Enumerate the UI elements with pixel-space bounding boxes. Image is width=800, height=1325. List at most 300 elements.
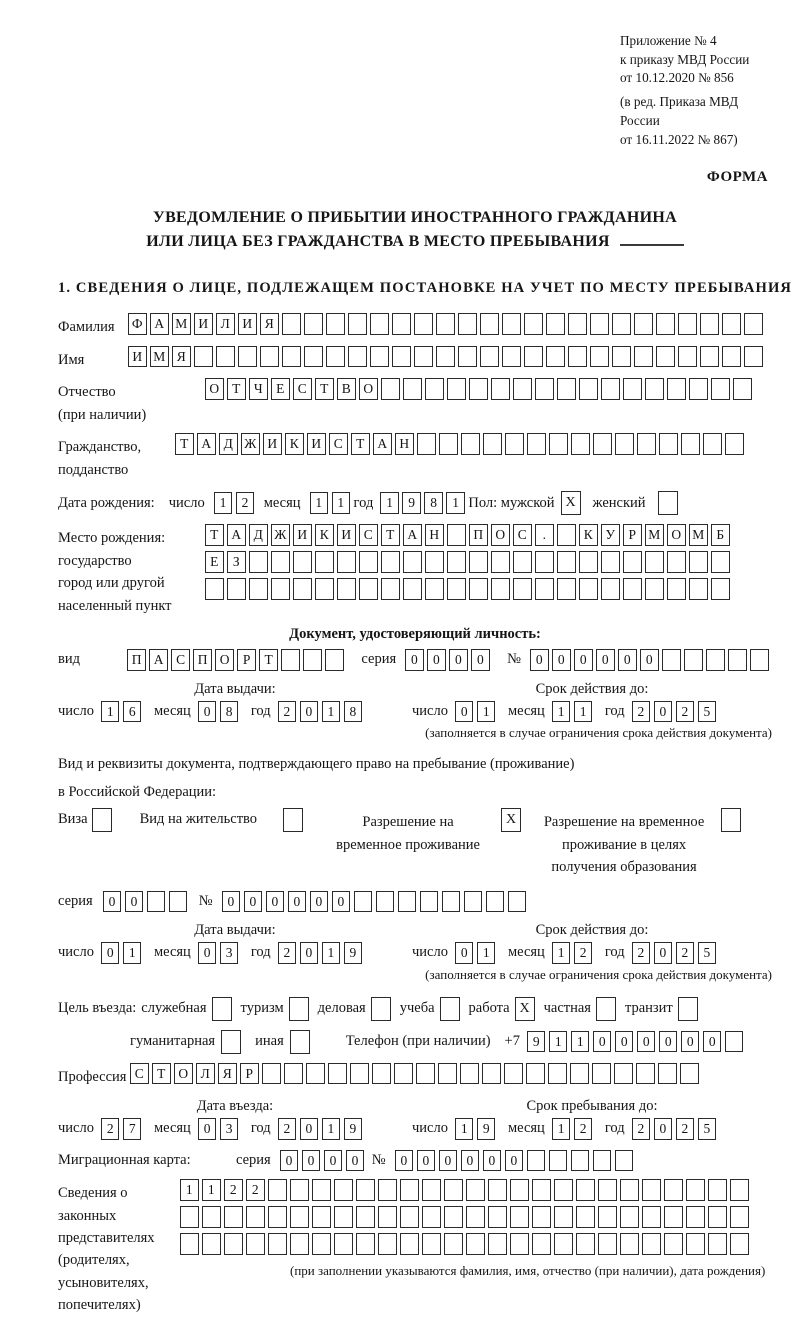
char-cell[interactable]: 0 [222, 891, 241, 913]
char-cell[interactable] [689, 578, 708, 600]
char-cell[interactable]: 9 [344, 942, 363, 964]
char-cell[interactable]: 0 [654, 942, 673, 964]
char-cell[interactable]: 1 [332, 492, 351, 514]
char-cell[interactable] [328, 1063, 347, 1085]
char-cell[interactable]: Д [249, 524, 268, 546]
char-cell[interactable] [403, 378, 422, 400]
char-cell[interactable]: И [238, 313, 257, 335]
char-cell[interactable] [680, 1063, 699, 1085]
char-cell[interactable]: 1 [322, 701, 341, 723]
char-cell[interactable] [612, 313, 631, 335]
char-cell[interactable] [706, 649, 725, 671]
char-cell[interactable]: 1 [380, 492, 399, 514]
char-cell[interactable]: Е [205, 551, 224, 573]
char-cell[interactable]: 1 [455, 1118, 474, 1140]
char-cell[interactable] [216, 346, 235, 368]
char-cell[interactable]: И [337, 524, 356, 546]
char-cell[interactable]: 2 [101, 1118, 120, 1140]
char-cell[interactable] [557, 524, 576, 546]
char-cell[interactable]: Ч [249, 378, 268, 400]
char-cell[interactable] [304, 313, 323, 335]
char-cell[interactable] [282, 346, 301, 368]
char-cell[interactable]: 0 [596, 649, 615, 671]
char-cell[interactable] [642, 1233, 661, 1255]
char-cell[interactable] [464, 891, 483, 913]
char-cell[interactable]: 9 [527, 1031, 546, 1053]
char-cell[interactable]: . [535, 524, 554, 546]
char-cell[interactable]: 1 [574, 701, 593, 723]
char-cell[interactable]: 5 [698, 942, 717, 964]
char-cell[interactable]: 3 [220, 1118, 239, 1140]
char-cell[interactable]: 0 [300, 942, 319, 964]
char-cell[interactable] [615, 433, 634, 455]
char-cell[interactable]: И [128, 346, 147, 368]
char-cell[interactable] [508, 891, 527, 913]
char-cell[interactable]: К [579, 524, 598, 546]
char-cell[interactable] [400, 1233, 419, 1255]
char-cell[interactable] [645, 551, 664, 573]
char-cell[interactable] [381, 578, 400, 600]
char-cell[interactable]: 0 [654, 701, 673, 723]
char-cell[interactable]: 2 [632, 701, 651, 723]
char-cell[interactable]: 1 [202, 1179, 221, 1201]
char-cell[interactable] [601, 578, 620, 600]
char-cell[interactable] [686, 1206, 705, 1228]
char-cell[interactable] [293, 551, 312, 573]
char-cell[interactable] [202, 1233, 221, 1255]
char-cell[interactable]: 1 [310, 492, 329, 514]
char-cell[interactable]: П [127, 649, 146, 671]
char-cell[interactable] [422, 1233, 441, 1255]
char-cell[interactable]: А [403, 524, 422, 546]
char-cell[interactable] [491, 378, 510, 400]
char-cell[interactable] [700, 346, 719, 368]
char-cell[interactable] [359, 551, 378, 573]
purpose-official-checkbox[interactable] [212, 997, 232, 1021]
char-cell[interactable]: 0 [703, 1031, 722, 1053]
char-cell[interactable] [532, 1206, 551, 1228]
char-cell[interactable] [180, 1206, 199, 1228]
char-cell[interactable] [535, 578, 554, 600]
char-cell[interactable] [246, 1233, 265, 1255]
char-cell[interactable]: 0 [101, 942, 120, 964]
char-cell[interactable] [703, 433, 722, 455]
char-cell[interactable]: С [513, 524, 532, 546]
char-cell[interactable]: 1 [552, 1118, 571, 1140]
char-cell[interactable]: 0 [640, 649, 659, 671]
char-cell[interactable]: 0 [574, 649, 593, 671]
char-cell[interactable] [686, 1233, 705, 1255]
char-cell[interactable] [348, 313, 367, 335]
char-cell[interactable]: А [227, 524, 246, 546]
char-cell[interactable] [359, 578, 378, 600]
char-cell[interactable] [579, 551, 598, 573]
purpose-transit-checkbox[interactable] [678, 997, 698, 1021]
char-cell[interactable] [593, 433, 612, 455]
char-cell[interactable] [378, 1206, 397, 1228]
char-cell[interactable] [570, 1063, 589, 1085]
char-cell[interactable]: 0 [300, 1118, 319, 1140]
char-cell[interactable] [486, 891, 505, 913]
char-cell[interactable]: А [150, 313, 169, 335]
char-cell[interactable] [548, 1063, 567, 1085]
char-cell[interactable] [524, 346, 543, 368]
char-cell[interactable]: 0 [332, 891, 351, 913]
char-cell[interactable] [394, 1063, 413, 1085]
char-cell[interactable] [469, 578, 488, 600]
char-cell[interactable] [194, 346, 213, 368]
char-cell[interactable] [356, 1206, 375, 1228]
char-cell[interactable] [458, 313, 477, 335]
char-cell[interactable]: 0 [637, 1031, 656, 1053]
char-cell[interactable] [325, 649, 344, 671]
char-cell[interactable] [356, 1179, 375, 1201]
char-cell[interactable] [482, 1063, 501, 1085]
char-cell[interactable] [378, 1233, 397, 1255]
char-cell[interactable] [447, 578, 466, 600]
char-cell[interactable] [378, 1179, 397, 1201]
char-cell[interactable]: 0 [427, 649, 446, 671]
char-cell[interactable] [557, 551, 576, 573]
char-cell[interactable]: 0 [681, 1031, 700, 1053]
char-cell[interactable]: 2 [676, 701, 695, 723]
char-cell[interactable]: С [130, 1063, 149, 1085]
char-cell[interactable] [488, 1179, 507, 1201]
char-cell[interactable]: О [667, 524, 686, 546]
char-cell[interactable] [744, 313, 763, 335]
char-cell[interactable] [147, 891, 166, 913]
char-cell[interactable]: С [171, 649, 190, 671]
char-cell[interactable] [656, 346, 675, 368]
char-cell[interactable] [532, 1179, 551, 1201]
char-cell[interactable] [576, 1233, 595, 1255]
char-cell[interactable] [730, 1206, 749, 1228]
char-cell[interactable]: Я [172, 346, 191, 368]
char-cell[interactable] [571, 1150, 590, 1172]
char-cell[interactable] [202, 1206, 221, 1228]
char-cell[interactable] [524, 313, 543, 335]
char-cell[interactable] [549, 433, 568, 455]
char-cell[interactable] [636, 1063, 655, 1085]
char-cell[interactable]: Я [218, 1063, 237, 1085]
char-cell[interactable] [645, 578, 664, 600]
char-cell[interactable] [436, 313, 455, 335]
char-cell[interactable] [461, 433, 480, 455]
purpose-other-checkbox[interactable] [290, 1030, 310, 1054]
char-cell[interactable]: 0 [455, 701, 474, 723]
char-cell[interactable]: 2 [224, 1179, 243, 1201]
char-cell[interactable]: 8 [344, 701, 363, 723]
char-cell[interactable]: П [193, 649, 212, 671]
char-cell[interactable] [708, 1179, 727, 1201]
char-cell[interactable] [728, 649, 747, 671]
char-cell[interactable] [403, 578, 422, 600]
char-cell[interactable] [642, 1206, 661, 1228]
char-cell[interactable] [271, 578, 290, 600]
education-permit-checkbox[interactable] [721, 808, 741, 832]
char-cell[interactable] [513, 378, 532, 400]
char-cell[interactable]: И [293, 524, 312, 546]
char-cell[interactable] [532, 1233, 551, 1255]
char-cell[interactable]: 0 [471, 649, 490, 671]
char-cell[interactable]: О [215, 649, 234, 671]
char-cell[interactable]: 1 [549, 1031, 568, 1053]
char-cell[interactable]: 2 [574, 942, 593, 964]
char-cell[interactable]: 9 [344, 1118, 363, 1140]
char-cell[interactable] [634, 346, 653, 368]
char-cell[interactable] [312, 1206, 331, 1228]
char-cell[interactable] [667, 551, 686, 573]
char-cell[interactable] [662, 649, 681, 671]
char-cell[interactable] [598, 1206, 617, 1228]
char-cell[interactable] [442, 891, 461, 913]
char-cell[interactable] [634, 313, 653, 335]
char-cell[interactable]: А [373, 433, 392, 455]
char-cell[interactable]: И [194, 313, 213, 335]
char-cell[interactable]: Ж [271, 524, 290, 546]
char-cell[interactable]: 0 [198, 942, 217, 964]
char-cell[interactable]: 2 [676, 942, 695, 964]
char-cell[interactable] [381, 551, 400, 573]
char-cell[interactable]: 1 [552, 942, 571, 964]
char-cell[interactable] [689, 551, 708, 573]
char-cell[interactable] [557, 378, 576, 400]
char-cell[interactable]: Р [240, 1063, 259, 1085]
char-cell[interactable] [444, 1233, 463, 1255]
char-cell[interactable] [708, 1206, 727, 1228]
char-cell[interactable] [249, 578, 268, 600]
char-cell[interactable] [483, 433, 502, 455]
char-cell[interactable]: 0 [659, 1031, 678, 1053]
char-cell[interactable]: З [227, 551, 246, 573]
char-cell[interactable] [425, 378, 444, 400]
char-cell[interactable] [527, 1150, 546, 1172]
char-cell[interactable] [620, 1206, 639, 1228]
char-cell[interactable] [205, 578, 224, 600]
char-cell[interactable] [730, 1233, 749, 1255]
char-cell[interactable] [656, 313, 675, 335]
char-cell[interactable] [414, 346, 433, 368]
char-cell[interactable]: 0 [405, 649, 424, 671]
char-cell[interactable] [510, 1233, 529, 1255]
char-cell[interactable]: Е [271, 378, 290, 400]
char-cell[interactable]: 0 [280, 1150, 299, 1172]
char-cell[interactable] [439, 433, 458, 455]
char-cell[interactable] [491, 551, 510, 573]
purpose-study-checkbox[interactable] [440, 997, 460, 1021]
char-cell[interactable]: 0 [654, 1118, 673, 1140]
char-cell[interactable]: Л [216, 313, 235, 335]
char-cell[interactable] [422, 1179, 441, 1201]
purpose-private-checkbox[interactable] [596, 997, 616, 1021]
char-cell[interactable] [180, 1233, 199, 1255]
char-cell[interactable]: 2 [278, 701, 297, 723]
char-cell[interactable]: 0 [530, 649, 549, 671]
char-cell[interactable] [504, 1063, 523, 1085]
char-cell[interactable] [370, 346, 389, 368]
char-cell[interactable] [659, 433, 678, 455]
char-cell[interactable]: 7 [123, 1118, 142, 1140]
char-cell[interactable]: 0 [302, 1150, 321, 1172]
char-cell[interactable] [381, 378, 400, 400]
char-cell[interactable]: О [174, 1063, 193, 1085]
char-cell[interactable] [246, 1206, 265, 1228]
char-cell[interactable] [722, 313, 741, 335]
char-cell[interactable]: А [197, 433, 216, 455]
char-cell[interactable] [268, 1233, 287, 1255]
char-cell[interactable]: 2 [632, 942, 651, 964]
char-cell[interactable]: С [293, 378, 312, 400]
char-cell[interactable]: 0 [346, 1150, 365, 1172]
char-cell[interactable] [348, 346, 367, 368]
char-cell[interactable] [725, 1031, 744, 1053]
char-cell[interactable] [304, 346, 323, 368]
char-cell[interactable] [510, 1206, 529, 1228]
char-cell[interactable] [436, 346, 455, 368]
char-cell[interactable]: 3 [220, 942, 239, 964]
char-cell[interactable] [554, 1206, 573, 1228]
char-cell[interactable] [711, 378, 730, 400]
char-cell[interactable] [444, 1206, 463, 1228]
char-cell[interactable] [238, 346, 257, 368]
char-cell[interactable]: 1 [322, 942, 341, 964]
char-cell[interactable] [667, 378, 686, 400]
char-cell[interactable] [416, 1063, 435, 1085]
char-cell[interactable] [281, 649, 300, 671]
char-cell[interactable]: 0 [103, 891, 122, 913]
char-cell[interactable] [458, 346, 477, 368]
char-cell[interactable] [480, 313, 499, 335]
char-cell[interactable]: Т [315, 378, 334, 400]
char-cell[interactable] [169, 891, 188, 913]
char-cell[interactable] [460, 1063, 479, 1085]
char-cell[interactable] [620, 1233, 639, 1255]
char-cell[interactable] [400, 1179, 419, 1201]
char-cell[interactable]: Ж [241, 433, 260, 455]
char-cell[interactable] [681, 433, 700, 455]
char-cell[interactable]: 1 [214, 492, 233, 514]
char-cell[interactable] [598, 1233, 617, 1255]
char-cell[interactable] [576, 1179, 595, 1201]
char-cell[interactable] [356, 1233, 375, 1255]
char-cell[interactable] [546, 313, 565, 335]
char-cell[interactable] [513, 551, 532, 573]
char-cell[interactable]: Ф [128, 313, 147, 335]
char-cell[interactable]: Л [196, 1063, 215, 1085]
char-cell[interactable] [469, 378, 488, 400]
char-cell[interactable]: 0 [552, 649, 571, 671]
char-cell[interactable]: 0 [618, 649, 637, 671]
char-cell[interactable]: 0 [198, 701, 217, 723]
char-cell[interactable]: 0 [505, 1150, 524, 1172]
char-cell[interactable]: Д [219, 433, 238, 455]
residence-checkbox[interactable] [283, 808, 303, 832]
char-cell[interactable] [700, 313, 719, 335]
char-cell[interactable] [590, 346, 609, 368]
char-cell[interactable]: 8 [220, 701, 239, 723]
char-cell[interactable] [576, 1206, 595, 1228]
char-cell[interactable]: М [150, 346, 169, 368]
char-cell[interactable]: 0 [125, 891, 144, 913]
purpose-work-checkbox[interactable]: X [515, 997, 535, 1021]
char-cell[interactable] [658, 1063, 677, 1085]
char-cell[interactable]: 2 [574, 1118, 593, 1140]
char-cell[interactable] [315, 578, 334, 600]
char-cell[interactable] [480, 346, 499, 368]
char-cell[interactable]: О [359, 378, 378, 400]
char-cell[interactable]: М [172, 313, 191, 335]
char-cell[interactable] [513, 578, 532, 600]
char-cell[interactable] [334, 1179, 353, 1201]
char-cell[interactable] [392, 313, 411, 335]
char-cell[interactable]: 5 [698, 1118, 717, 1140]
char-cell[interactable] [224, 1233, 243, 1255]
char-cell[interactable] [590, 313, 609, 335]
char-cell[interactable] [447, 524, 466, 546]
temp-permit-checkbox[interactable]: X [501, 808, 521, 832]
char-cell[interactable] [293, 578, 312, 600]
char-cell[interactable]: 8 [424, 492, 443, 514]
char-cell[interactable] [312, 1233, 331, 1255]
char-cell[interactable]: С [329, 433, 348, 455]
char-cell[interactable] [290, 1179, 309, 1201]
char-cell[interactable]: С [359, 524, 378, 546]
char-cell[interactable]: М [645, 524, 664, 546]
char-cell[interactable]: 0 [198, 1118, 217, 1140]
char-cell[interactable] [502, 346, 521, 368]
char-cell[interactable]: А [149, 649, 168, 671]
char-cell[interactable] [549, 1150, 568, 1172]
char-cell[interactable]: Р [623, 524, 642, 546]
char-cell[interactable] [554, 1179, 573, 1201]
char-cell[interactable]: Т [381, 524, 400, 546]
char-cell[interactable] [447, 551, 466, 573]
char-cell[interactable]: 1 [322, 1118, 341, 1140]
char-cell[interactable] [623, 378, 642, 400]
char-cell[interactable] [354, 891, 373, 913]
char-cell[interactable] [268, 1206, 287, 1228]
char-cell[interactable] [637, 433, 656, 455]
char-cell[interactable] [568, 313, 587, 335]
char-cell[interactable] [535, 551, 554, 573]
sex-female-checkbox[interactable] [658, 491, 678, 515]
char-cell[interactable] [372, 1063, 391, 1085]
char-cell[interactable] [282, 313, 301, 335]
char-cell[interactable] [526, 1063, 545, 1085]
char-cell[interactable]: 1 [477, 701, 496, 723]
char-cell[interactable]: Т [205, 524, 224, 546]
char-cell[interactable]: 0 [266, 891, 285, 913]
char-cell[interactable]: 2 [278, 942, 297, 964]
char-cell[interactable] [708, 1233, 727, 1255]
char-cell[interactable] [579, 378, 598, 400]
char-cell[interactable] [667, 578, 686, 600]
char-cell[interactable]: Н [425, 524, 444, 546]
char-cell[interactable] [601, 551, 620, 573]
char-cell[interactable]: Р [237, 649, 256, 671]
char-cell[interactable]: 0 [324, 1150, 343, 1172]
char-cell[interactable] [750, 649, 769, 671]
char-cell[interactable] [262, 1063, 281, 1085]
char-cell[interactable]: Т [227, 378, 246, 400]
char-cell[interactable]: В [337, 378, 356, 400]
char-cell[interactable] [620, 1179, 639, 1201]
char-cell[interactable]: 6 [123, 701, 142, 723]
char-cell[interactable] [303, 649, 322, 671]
char-cell[interactable]: У [601, 524, 620, 546]
char-cell[interactable]: 0 [310, 891, 329, 913]
char-cell[interactable]: 1 [552, 701, 571, 723]
